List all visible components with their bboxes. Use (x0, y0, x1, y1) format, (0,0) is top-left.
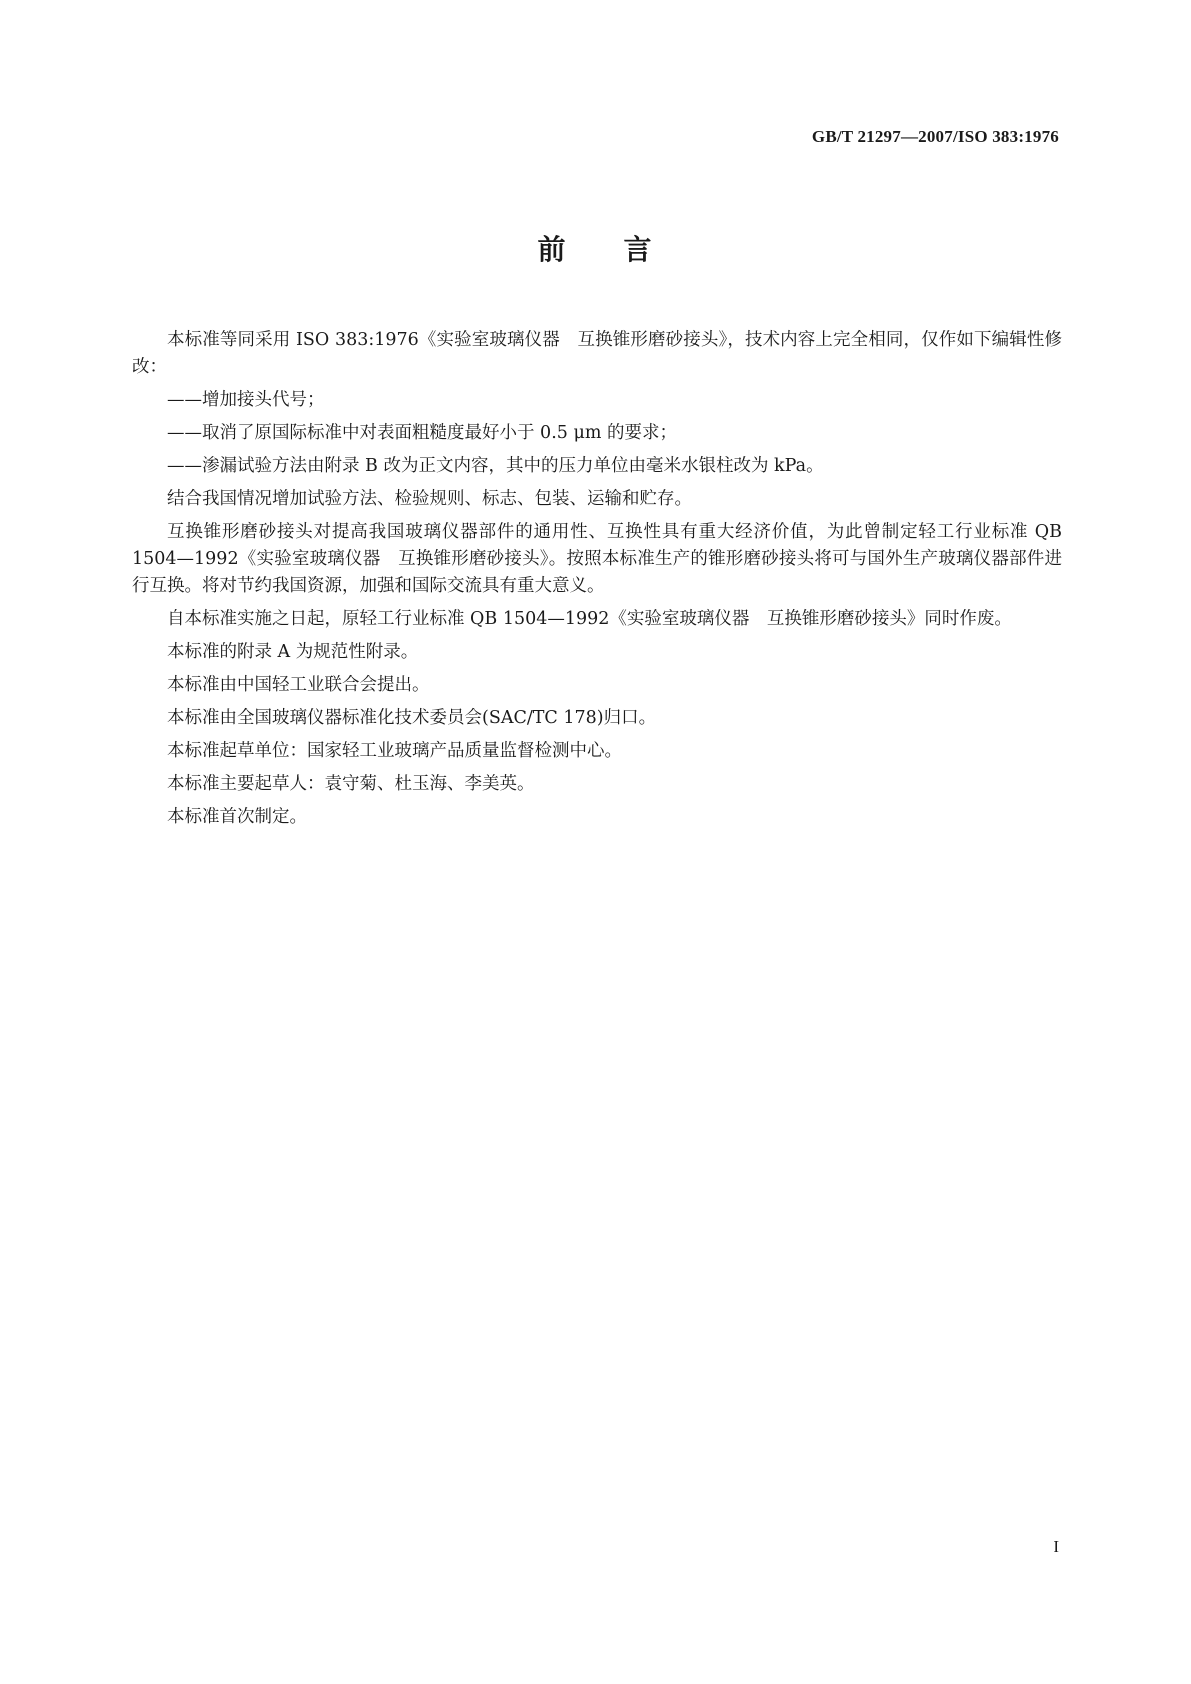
standard-code: GB/T 21297—2007/ISO 383:1976 (811, 127, 1059, 146)
list-item-roughness: ——取消了原国际标准中对表面粗糙度最好小于 0.5 μm 的要求； (167, 423, 677, 443)
list-item-leak-test: ——渗漏试验方法由附录 B 改为正文内容，其中的压力单位由毫米水银柱改为 kPa。 (167, 456, 824, 476)
page-number: I (1053, 1537, 1059, 1556)
title-char-1: 前 (537, 233, 568, 266)
paragraph-committee: 本标准由全国玻璃仪器标准化技术委员会(SAC/TC 178)归口。 (167, 708, 657, 728)
paragraph-significance: 互换锥形磨砂接头对提高我国玻璃仪器部件的通用性、互换性具有重大经济价值，为此曾制定轻工行业标准 QB 1504—1992《实验室玻璃仪器 互换锥形磨砂接头》。按照本标准生产的锥形磨砂接头将可与国外生产玻璃仪器部件进行互换。将对节约我国资源，加强和国际交流具有重大意义。 (132, 522, 1062, 596)
paragraph-annex: 本标准的附录 A 为规范性附录。 (167, 642, 419, 662)
paragraph-proposer: 本标准由中国轻工业联合会提出。 (167, 675, 430, 695)
paragraph-first-issue: 本标准首次制定。 (167, 807, 307, 827)
page-title (0, 228, 1191, 268)
paragraph-adoption: 本标准等同采用 ISO 383:1976《实验室玻璃仪器 互换锥形磨砂接头》，技术内容上完全相同，仅作如下编辑性修改： (132, 330, 1062, 377)
paragraph-supersede: 自本标准实施之日起，原轻工行业标准 QB 1504—1992《实验室玻璃仪器 互换锥形磨砂接头》同时作废。 (167, 609, 1012, 629)
paragraph-additions: 结合我国情况增加试验方法、检验规则、标志、包装、运输和贮存。 (167, 489, 692, 509)
list-item-code: ——增加接头代号； (167, 390, 325, 410)
foreword-body (132, 327, 1062, 837)
title-char-2: 言 (623, 233, 654, 266)
paragraph-drafters: 本标准主要起草人：袁守菊、杜玉海、李美英。 (167, 774, 535, 794)
paragraph-drafting-unit: 本标准起草单位：国家轻工业玻璃产品质量监督检测中心。 (167, 741, 622, 761)
